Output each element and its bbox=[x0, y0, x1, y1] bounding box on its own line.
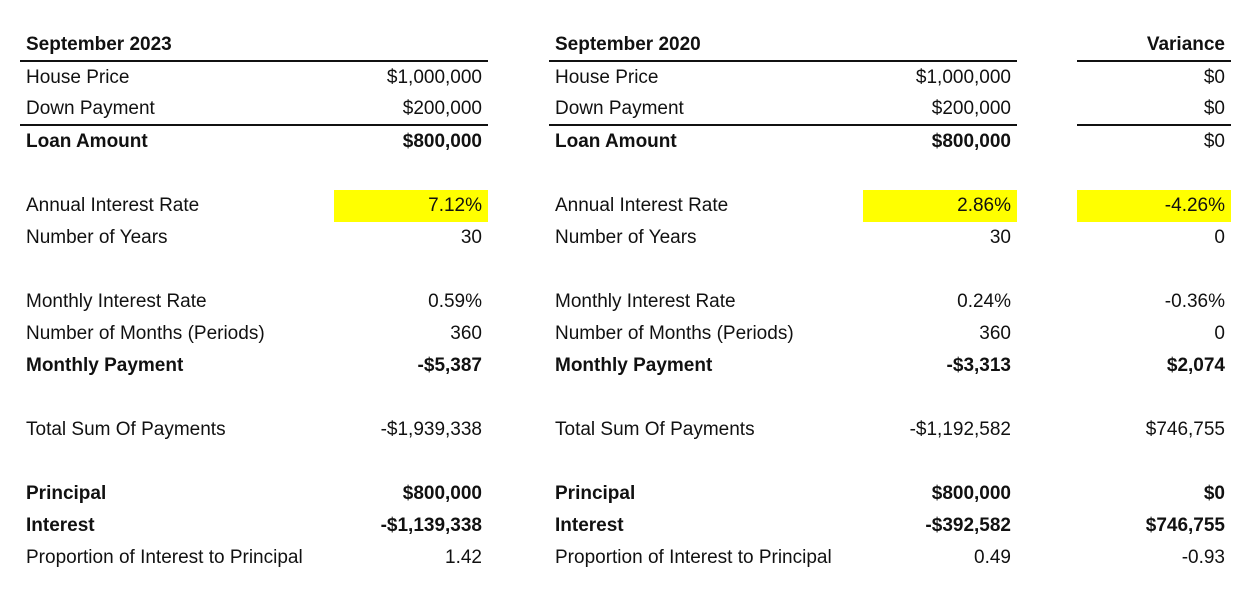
row-value: $800,000 bbox=[402, 131, 482, 152]
row-interest bbox=[1077, 510, 1231, 542]
row-monthly-payment bbox=[20, 350, 488, 382]
spacer bbox=[20, 446, 488, 478]
panel-header bbox=[549, 30, 1017, 62]
row-principal bbox=[1077, 478, 1231, 510]
row-loan-amount bbox=[20, 126, 488, 158]
row-total-sum-of-payments bbox=[549, 414, 1017, 446]
row-label: Annual Interest Rate bbox=[555, 195, 729, 216]
row-value: 1.42 bbox=[445, 547, 482, 568]
row-value: -$3,313 bbox=[946, 355, 1011, 376]
row-down-payment bbox=[549, 94, 1017, 126]
row-value: $2,074 bbox=[1166, 355, 1225, 376]
panel-september-2020 bbox=[549, 30, 1017, 574]
row-house-price bbox=[549, 62, 1017, 94]
row-proportion bbox=[549, 542, 1017, 574]
spacer bbox=[549, 254, 1017, 286]
row-principal bbox=[549, 478, 1017, 510]
row-value: $746,755 bbox=[1145, 419, 1225, 440]
row-value: $0 bbox=[1203, 98, 1225, 119]
spacer bbox=[1077, 446, 1231, 478]
row-monthly-interest-rate bbox=[549, 286, 1017, 318]
spacer bbox=[549, 382, 1017, 414]
row-value: 0 bbox=[1214, 227, 1225, 248]
row-down-payment bbox=[20, 94, 488, 126]
row-monthly-interest-rate bbox=[1077, 286, 1231, 318]
row-value: $200,000 bbox=[402, 98, 482, 119]
spacer bbox=[1077, 382, 1231, 414]
row-monthly-interest-rate bbox=[20, 286, 488, 318]
row-label: Down Payment bbox=[555, 98, 684, 119]
row-value: $0 bbox=[1203, 67, 1225, 88]
row-label: House Price bbox=[26, 67, 130, 88]
row-label: Monthly Interest Rate bbox=[26, 291, 207, 312]
row-value-highlighted: -4.26% bbox=[1077, 190, 1231, 222]
panel-title: September 2020 bbox=[555, 34, 701, 55]
row-label: Down Payment bbox=[26, 98, 155, 119]
row-value: 30 bbox=[989, 227, 1011, 248]
row-value: -$5,387 bbox=[417, 355, 482, 376]
row-value: -$1,192,582 bbox=[909, 419, 1011, 440]
row-value-highlighted: 2.86% bbox=[863, 190, 1017, 222]
row-value: -$392,582 bbox=[925, 515, 1011, 536]
panel-header bbox=[20, 30, 488, 62]
row-annual-interest-rate bbox=[1077, 190, 1231, 222]
row-label: Monthly Interest Rate bbox=[555, 291, 736, 312]
row-label: Number of Months (Periods) bbox=[26, 323, 265, 344]
row-annual-interest-rate bbox=[549, 190, 1017, 222]
spacer bbox=[1077, 158, 1231, 190]
row-label: Number of Years bbox=[26, 227, 168, 248]
row-value: $800,000 bbox=[931, 131, 1011, 152]
row-value: $746,755 bbox=[1145, 515, 1225, 536]
row-principal bbox=[20, 478, 488, 510]
panel-title: September 2023 bbox=[26, 34, 172, 55]
row-value: $1,000,000 bbox=[386, 67, 482, 88]
row-label: Number of Years bbox=[555, 227, 697, 248]
row-loan-amount bbox=[549, 126, 1017, 158]
spacer bbox=[1077, 254, 1231, 286]
row-label: House Price bbox=[555, 67, 659, 88]
row-proportion bbox=[1077, 542, 1231, 574]
row-label: Total Sum Of Payments bbox=[26, 419, 226, 440]
spacer bbox=[549, 158, 1017, 190]
row-label: Interest bbox=[555, 515, 624, 536]
row-number-of-months bbox=[1077, 318, 1231, 350]
row-value: $0 bbox=[1203, 483, 1225, 504]
panel-title: Variance bbox=[1146, 34, 1225, 55]
row-label: Annual Interest Rate bbox=[26, 195, 200, 216]
row-label: Loan Amount bbox=[26, 131, 148, 152]
row-label: Number of Months (Periods) bbox=[555, 323, 794, 344]
row-label: Total Sum Of Payments bbox=[555, 419, 755, 440]
row-number-of-years bbox=[20, 222, 488, 254]
panel-header bbox=[1077, 30, 1231, 62]
row-value: 0 bbox=[1214, 323, 1225, 344]
row-interest bbox=[20, 510, 488, 542]
row-value: -$1,939,338 bbox=[380, 419, 482, 440]
row-loan-amount bbox=[1077, 126, 1231, 158]
row-value: $800,000 bbox=[402, 483, 482, 504]
row-label: Interest bbox=[26, 515, 95, 536]
row-number-of-years bbox=[549, 222, 1017, 254]
row-label: Principal bbox=[555, 483, 636, 504]
spacer bbox=[549, 446, 1017, 478]
row-value: 0.59% bbox=[428, 291, 482, 312]
row-proportion bbox=[20, 542, 488, 574]
row-label: Proportion of Interest to Principal bbox=[555, 547, 832, 568]
panel-variance bbox=[1077, 30, 1231, 574]
row-monthly-payment bbox=[549, 350, 1017, 382]
row-value: $800,000 bbox=[931, 483, 1011, 504]
row-down-payment bbox=[1077, 94, 1231, 126]
row-value: $200,000 bbox=[931, 98, 1011, 119]
row-number-of-years bbox=[1077, 222, 1231, 254]
row-value: $1,000,000 bbox=[915, 67, 1011, 88]
row-value-highlighted: 7.12% bbox=[334, 190, 488, 222]
row-total-sum-of-payments bbox=[1077, 414, 1231, 446]
row-number-of-months bbox=[20, 318, 488, 350]
row-monthly-payment bbox=[1077, 350, 1231, 382]
row-number-of-months bbox=[549, 318, 1017, 350]
row-value: $0 bbox=[1203, 131, 1225, 152]
row-value: 30 bbox=[460, 227, 482, 248]
row-value: -0.93 bbox=[1181, 547, 1225, 568]
row-value: 360 bbox=[450, 323, 482, 344]
row-label: Monthly Payment bbox=[555, 355, 713, 376]
row-value: -$1,139,338 bbox=[380, 515, 482, 536]
row-value: -0.36% bbox=[1164, 291, 1225, 312]
row-label: Loan Amount bbox=[555, 131, 677, 152]
spacer bbox=[20, 254, 488, 286]
row-label: Principal bbox=[26, 483, 107, 504]
row-label: Proportion of Interest to Principal bbox=[26, 547, 303, 568]
row-value: 360 bbox=[979, 323, 1011, 344]
row-house-price bbox=[1077, 62, 1231, 94]
row-label: Monthly Payment bbox=[26, 355, 184, 376]
row-interest bbox=[549, 510, 1017, 542]
row-value: 0.24% bbox=[957, 291, 1011, 312]
row-total-sum-of-payments bbox=[20, 414, 488, 446]
row-house-price bbox=[20, 62, 488, 94]
row-value: 0.49 bbox=[974, 547, 1011, 568]
panel-september-2023 bbox=[20, 30, 488, 574]
row-annual-interest-rate bbox=[20, 190, 488, 222]
spacer bbox=[20, 382, 488, 414]
spacer bbox=[20, 158, 488, 190]
